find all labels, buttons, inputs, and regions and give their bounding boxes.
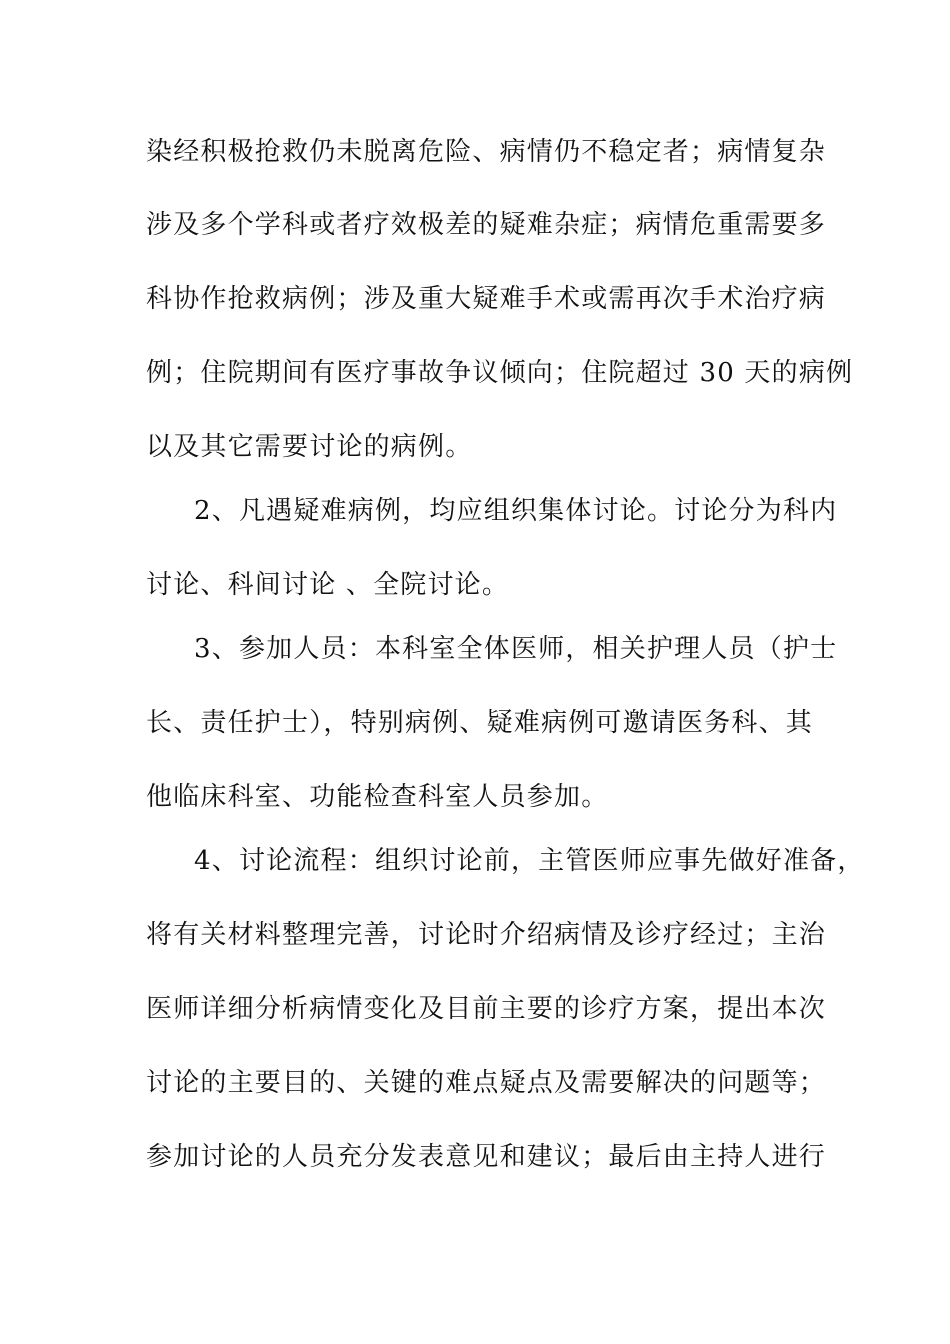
text-line-2: 涉及多个学科或者疗效极差的疑难杂症；病情危重需要多 [146,210,827,240]
text-line-13: 医师详细分析病情变化及目前主要的诊疗方案，提出本次 [146,994,827,1024]
text-line-3: 科协作抢救病例；涉及重大疑难手术或需再次手术治疗病 [146,284,827,314]
text-line-10: 他临床科室、功能检查科室人员参加。 [146,782,609,812]
text-line-7: 讨论、科间讨论 、全院讨论。 [146,570,510,600]
paragraph-3-start: 3、参加人员：本科室全体医师，相关护理人员（护士 [194,634,838,664]
text-line-15: 参加讨论的人员充分发表意见和建议；最后由主持人进行 [146,1142,827,1172]
text-line-1: 染经积极抢救仍未脱离危险、病情仍不稳定者；病情复杂 [146,137,827,167]
paragraph-4-start: 4、讨论流程：组织讨论前，主管医师应事先做好准备， [194,846,865,876]
text-line-9: 长、责任护士），特别病例、疑难病例可邀请医务科、其 [146,708,814,738]
text-line-14: 讨论的主要目的、关键的难点疑点及需要解决的问题等； [146,1068,827,1098]
text-line-12: 将有关材料整理完善，讨论时介绍病情及诊疗经过；主治 [146,920,827,950]
text-line-4: 例；住院期间有医疗事故争议倾向；住院超过 30 天的病例 [146,358,854,388]
text-line-5: 以及其它需要讨论的病例。 [146,432,473,462]
paragraph-2-start: 2、凡遇疑难病例，均应组织集体讨论。讨论分为科内 [194,496,838,526]
